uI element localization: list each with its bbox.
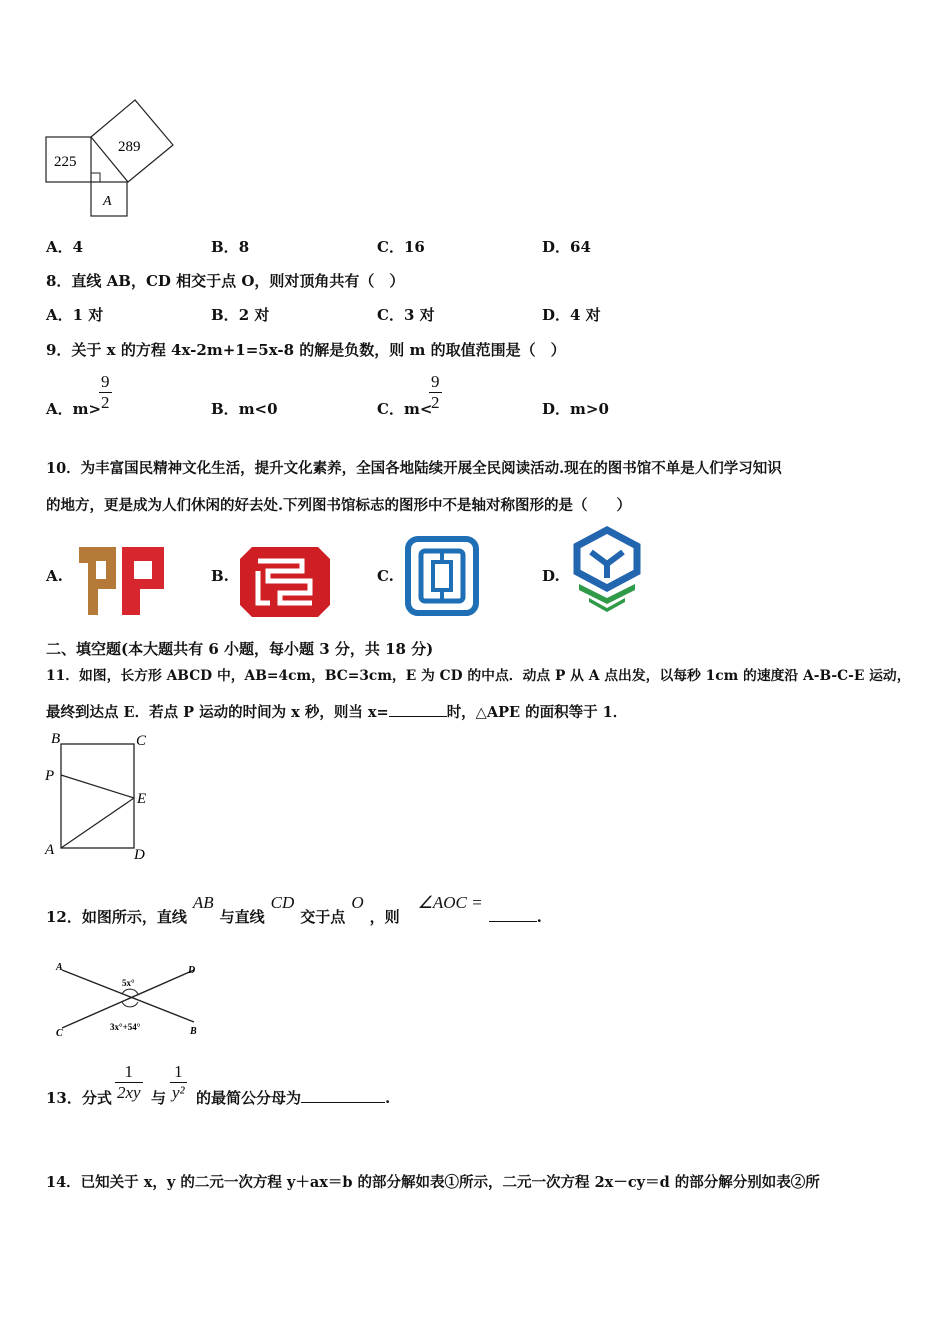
q10-option-d[interactable]: D. [542,567,560,585]
library-logo-a[interactable] [76,543,168,619]
q14-stem: 14．已知关于 x，y 的二元一次方程 y＋ax＝b 的部分解如表①所示，二元一次方程 2x－cy＝d 的部分解分别如表②所 [46,1174,820,1191]
option-text: 1 对 [72,306,104,324]
angle-label-bottom: 3x°+54° [110,1022,141,1032]
q12-o: O [351,893,364,912]
q11-rectangle-figure [40,728,160,863]
q11-line2-post: 时，△APE 的面积等于 1． [446,704,628,721]
q13-part3 [196,1087,390,1108]
option-letter: A． [46,306,73,324]
q13-fraction-1 [115,1062,143,1103]
label-d: D [188,965,196,976]
label-c: C [136,733,147,749]
q13-fraction-2 [170,1062,187,1103]
label-b: B [51,731,61,747]
fraction-numerator: 1 [124,1062,134,1081]
option-text: 3 对 [403,306,435,324]
option-letter: D． [542,400,571,418]
option-text: 4 [72,238,84,256]
segment-ae [61,798,134,848]
q9-option-d[interactable] [542,398,609,419]
option-letter: B． [211,400,239,418]
logo-a-left-shape [79,547,116,615]
q12-ab: AB [192,893,214,912]
option-text: m<0 [238,400,278,418]
logo-a-right-shape [122,547,164,615]
logo-d-blue-inner [591,552,623,578]
q7-option-d[interactable] [542,236,591,257]
q9-option-b[interactable] [211,398,278,419]
label-289: 289 [118,139,141,155]
option-letter: D． [542,238,571,256]
fraction-numerator: 9 [101,372,110,391]
option-letter: A． [46,238,73,256]
q7-option-b[interactable] [211,236,249,257]
q12-stem [46,892,542,932]
q7-option-a[interactable] [46,236,83,257]
option-letter: C． [377,306,404,324]
q12-part1: 12．如图所示，直线 [46,908,187,926]
q12-answer-blank[interactable] [489,907,537,922]
q12-end: . [536,908,542,926]
option-letter: A． [46,400,73,418]
label-p: P [45,768,55,784]
q12-intersecting-lines-figure [52,958,212,1043]
fraction-denominator: y² [172,1083,185,1102]
option-letter: B． [211,238,239,256]
q8-option-b[interactable] [211,304,269,325]
q7-squares-figure [40,95,190,225]
option-text: 8 [238,238,250,256]
q10-option-c[interactable]: C. [377,567,394,585]
angle-label-top: 5x° [122,978,135,988]
q13-part2: 与 [151,1089,167,1107]
option-letter: C． [377,238,404,256]
fraction-denominator: 2xy [117,1083,141,1102]
q8-option-c[interactable] [377,304,435,325]
q9-option-c[interactable] [377,398,432,419]
label-b: B [190,1026,197,1037]
q11-answer-blank[interactable] [389,702,447,717]
label-a: A [45,842,55,858]
q10-stem-line2: 的地方，更是成为人们休闲的好去处.下列图书馆标志的图形中不是轴对称图形的是（ ） [46,497,632,514]
option-letter: C． [377,400,404,418]
angle-arc-top [122,989,138,994]
logo-c-center [433,551,451,601]
option-text: m>0 [570,400,609,418]
q8-stem: 8．直线 AB，CD 相交于点 O，则对顶角共有（ ） [46,272,405,290]
q12-cd: CD [270,893,295,912]
option-text: 16 [403,238,425,256]
label-225: 225 [54,154,77,170]
q12-part4: ，则 [369,908,400,926]
q9-a-fraction [99,372,112,413]
q12-part2: 与直线 [219,908,265,926]
library-logo-b[interactable] [240,547,330,617]
option-text: 64 [570,238,591,256]
option-letter: D． [542,306,571,324]
fraction-numerator: 1 [174,1062,183,1081]
q13-part3-text: 的最简公分母为 [196,1089,302,1107]
q13-answer-blank[interactable] [301,1088,385,1103]
q12-angle: ∠AOC = [417,893,483,912]
q11-stem-line1: 11．如图，长方形 ABCD 中，AB=4cm，BC=3cm，E 为 CD 的中点．动点 P 从 A 点出发，以每秒 1cm 的速度沿 A-B-C-E 运动， [46,668,911,684]
fraction-denominator: 2 [431,393,440,412]
q11-stem-line2 [46,701,627,722]
q10-stem-line1: 10．为丰富国民精神文化生活，提升文化素养，全国各地陆续开展全民阅读活动.现在的图书馆不单是人们学习知识 [46,460,782,477]
q10-option-b[interactable]: B. [211,567,229,585]
option-letter: B． [211,306,239,324]
q9-option-a[interactable] [46,398,101,419]
q9-c-fraction [429,372,442,413]
section-2-title: 二、填空题(本大题共有 6 小题，每小题 3 分，共 18 分) [46,640,434,658]
option-text: m> [72,400,102,418]
q11-line2-pre: 最终到达点 E．若点 P 运动的时间为 x 秒，则当 x= [46,704,389,721]
q10-option-a[interactable]: A. [46,567,63,585]
label-c: C [56,1028,63,1039]
q9-stem: 9．关于 x 的方程 4x-2m+1=5x-8 的解是负数，则 m 的取值范围是（ ） [46,341,566,359]
rectangle-abcd [61,744,134,848]
label-a: A [56,962,63,973]
label-a: A [103,194,112,209]
library-logo-c[interactable] [405,536,479,616]
q8-option-d[interactable] [542,304,601,325]
option-text: 2 对 [238,306,270,324]
label-d: D [134,847,145,863]
q8-option-a[interactable] [46,304,103,325]
segment-pe [61,775,134,798]
q13-end: . [385,1089,391,1107]
q13-part1: 13．分式 [46,1089,112,1107]
fraction-denominator: 2 [101,393,110,412]
option-text: 4 对 [570,306,601,324]
logo-d-blue-hexagon [577,530,637,588]
q7-option-c[interactable] [377,236,425,257]
library-logo-d[interactable] [571,526,643,614]
option-text: m< [403,400,433,418]
fraction-numerator: 9 [431,372,440,391]
q12-part3: 交于点 [300,908,346,926]
label-e: E [137,791,147,807]
angle-arc-bottom [122,1002,138,1007]
